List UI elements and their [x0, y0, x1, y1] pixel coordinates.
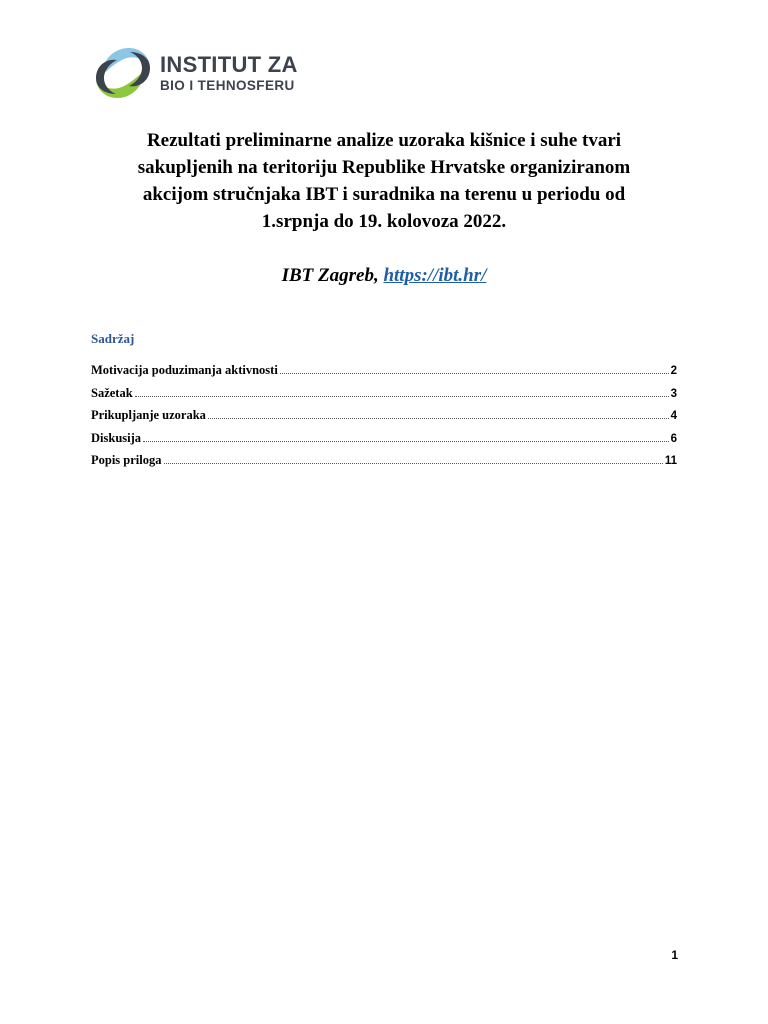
toc-entry-page: 6 [670, 432, 677, 445]
institute-logo [94, 44, 324, 102]
ibt-website-link[interactable]: https://ibt.hr/ [383, 265, 487, 286]
toc-leader-dots [143, 441, 669, 442]
title-line: sakupljenih na teritoriju Republike Hrvatske organiziranom [137, 157, 631, 178]
toc-entry-label: Diskusija [91, 430, 142, 445]
toc-entry-popis-priloga[interactable] [91, 453, 677, 476]
page-number: 1 [671, 948, 678, 962]
toc-heading: Sadržaj [91, 331, 135, 346]
title-line: 1.srpnja do 19. kolovoza 2022. [261, 211, 507, 232]
subtitle-prefix: IBT Zagreb, [281, 265, 384, 286]
logo-text [160, 53, 298, 95]
toc-entry-label: Popis priloga [91, 453, 162, 467]
toc-entry-page: 4 [670, 410, 677, 422]
logo-line1: INSTITUT ZA [160, 52, 298, 77]
title-line: Rezultati preliminarne analize uzoraka kišnice i suhe tvari [146, 130, 622, 151]
table-of-contents [91, 363, 677, 476]
toc-entry-sazetak[interactable] [91, 386, 677, 409]
logo-mark-icon [94, 44, 152, 102]
toc-entry-label: Motivacija poduzimanja aktivnosti [91, 363, 278, 377]
toc-entry-page: 11 [664, 455, 677, 467]
title-line: akcijom stručnjaka IBT i suradnika na terenu u periodu od [142, 184, 626, 205]
toc-entry-diskusija[interactable] [91, 431, 677, 454]
toc-leader-dots [280, 373, 669, 374]
toc-entry-page: 3 [670, 387, 677, 400]
document-title [90, 127, 678, 235]
toc-entry-motivacija[interactable] [91, 363, 677, 386]
toc-entry-label: Sažetak [91, 385, 133, 400]
toc-entry-page: 2 [670, 365, 677, 377]
toc-leader-dots [208, 418, 669, 419]
logo-line2: BIO I TEHNOSFERU [160, 78, 295, 93]
toc-entry-prikupljanje[interactable] [91, 408, 677, 431]
toc-leader-dots [164, 463, 663, 464]
document-subtitle [90, 265, 678, 287]
toc-entry-label: Prikupljanje uzoraka [91, 408, 206, 422]
toc-leader-dots [135, 396, 669, 397]
